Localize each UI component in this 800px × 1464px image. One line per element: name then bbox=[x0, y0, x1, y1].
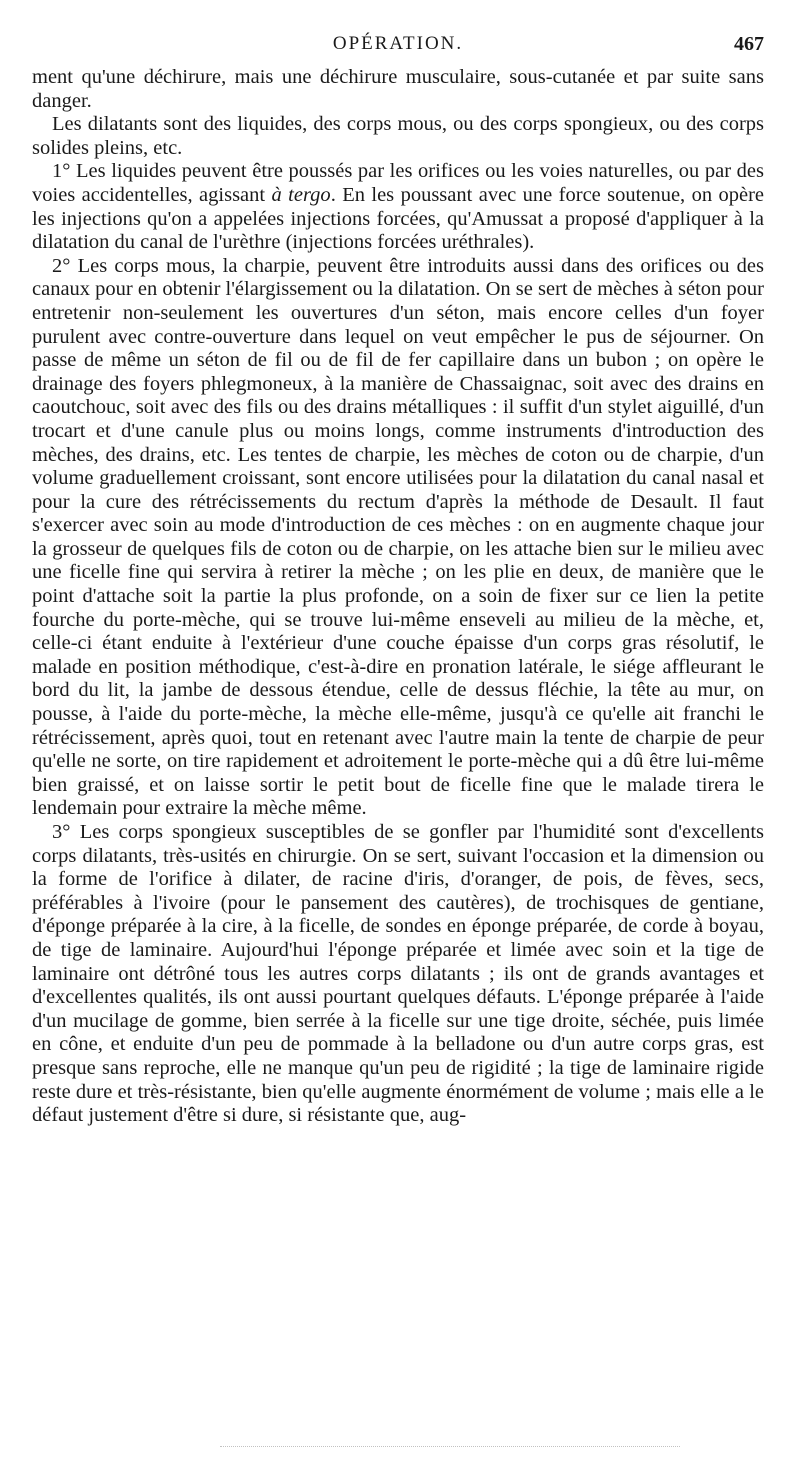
paragraph-continued: ment qu'une déchirure, mais une déchirure musculaire, sous-cutanée et par suite sans danger. bbox=[32, 66, 764, 112]
page-number: 467 bbox=[734, 33, 764, 55]
paragraph-liquides-start: 1° Les liquides peuvent être poussés par les orifices ou les voies naturelles, ou par des voies accidentelles, agissant bbox=[32, 160, 764, 206]
paragraph-liquides-end: . En les poussant avec une force soutenue, on opère les injections qu'on a appelées injections forcées, qu'Amussat a proposé d'appliquer à la dilatation du canal de l'urèthre (injections forcées uréthrales). bbox=[32, 183, 765, 254]
running-title: OPÉRATION. bbox=[332, 33, 464, 54]
italic-a-tergo: à tergo bbox=[271, 183, 331, 206]
paragraph-liquides bbox=[32, 160, 764, 254]
paragraph-corps-mous: 2° Les corps mous, la charpie, peuvent être introduits aussi dans des orifices ou des canaux pour en obtenir l'élargissement ou la dilatation. On se sert de mèches à séton pour entretenir non-seulement les ouvertures d'un séton, mais encore celles d'un foyer purulent avec contre-ouverture dans lequel on veut empêcher le pus de séjourner. On passe de même un séton de fil ou de fil de fer capillaire dans un bubon ; on opère le drainage des foyers phlegmoneux, à la manière de Chassaignac, soit avec des drains en caoutchouc, soit avec des fils ou des drains métalliques : il suffit d'un stylet aiguillé, d'un trocart et d'une canule plus ou moins longs, comme instruments d'introduction des mèches, des drains, etc. Les tentes de charpie, les mèches de coton ou de charpie, d'un volume graduellement croissant, sont encore utilisées pour la dilatation du canal nasal et pour la cure des rétrécissements du rectum d'après la méthode de Desault. Il faut s'exercer avec soin au mode d'introduction de ces mèches : on en augmente chaque jour la grosseur de quelques fils de coton ou de charpie, on les attache bien sur le milieu avec une ficelle fine qui servira à retirer la mèche ; on les plie en deux, de manière que le point d'attache soit la partie la plus profonde, on a soin de fixer sur ce lien la petite fourche du porte-mèche, qui se trouve lui-même enseveli au milieu de la mèche, et, celle-ci étant enduite à l'extérieur d'une couche épaisse d'un corps gras résolutif, le malade en position méthodique, c'est-à-dire en pronation latérale, le siége affleurant le bord du lit, la jambe de dessous étendue, celle de dessus fléchie, la tête au mur, on pousse, à l'aide du porte-mèche, la mèche elle-même, jusqu'à ce qu'elle ait franchi le rétrécissement, après quoi, tout en retenant avec l'autre main la tente de charpie de peur qu'elle ne sorte, on tire rapidement et adroitement le porte-mèche qui a dû être lui-même bien graissé, et on laisse sortir le petit bout de ficelle fine que le malade tirera le lendemain pour extraire la mèche même. bbox=[32, 254, 764, 820]
body-text bbox=[32, 66, 764, 1128]
bottom-print-marks bbox=[220, 1446, 680, 1451]
page-header bbox=[32, 30, 764, 60]
paragraph-dilatants-intro: Les dilatants sont des liquides, des corps mous, ou des corps spongieux, ou des corps solides pleins, etc. bbox=[32, 113, 764, 159]
paragraph-corps-spongieux: 3° Les corps spongieux susceptibles de se gonfler par l'humidité sont d'excellents corps dilatants, très-usités en chirurgie. On se sert, suivant l'occasion et la dimension ou la forme de l'orifice à dilater, de racine d'iris, d'oranger, de pois, de fèves, secs, préférables à l'ivoire (pour le pansement des cautères), de trochisques de gentiane, d'éponge préparée à la cire, à la ficelle, de sondes en éponge préparée, de corde à boyau, de tige de laminaire. Aujourd'hui l'éponge préparée et limée avec soin et la tige de laminaire ont détrôné tous les autres corps dilatants ; ils ont de grands avantages et d'excellentes qualités, ils ont aussi pourtant quelques défauts. L'éponge préparée à l'aide d'un mucilage de gomme, bien serrée à la ficelle sur une tige droite, séchée, puis limée en cône, et enduite d'un peu de pommade à la belladone ou d'un autre corps gras, est presque sans reproche, elle ne manque qu'un peu de rigidité ; la tige de laminaire rigide reste dure et très-résistante, bien qu'elle augmente énormément de volume ; mais elle a le défaut justement d'être si dure, si résistante que, aug- bbox=[32, 821, 764, 1127]
